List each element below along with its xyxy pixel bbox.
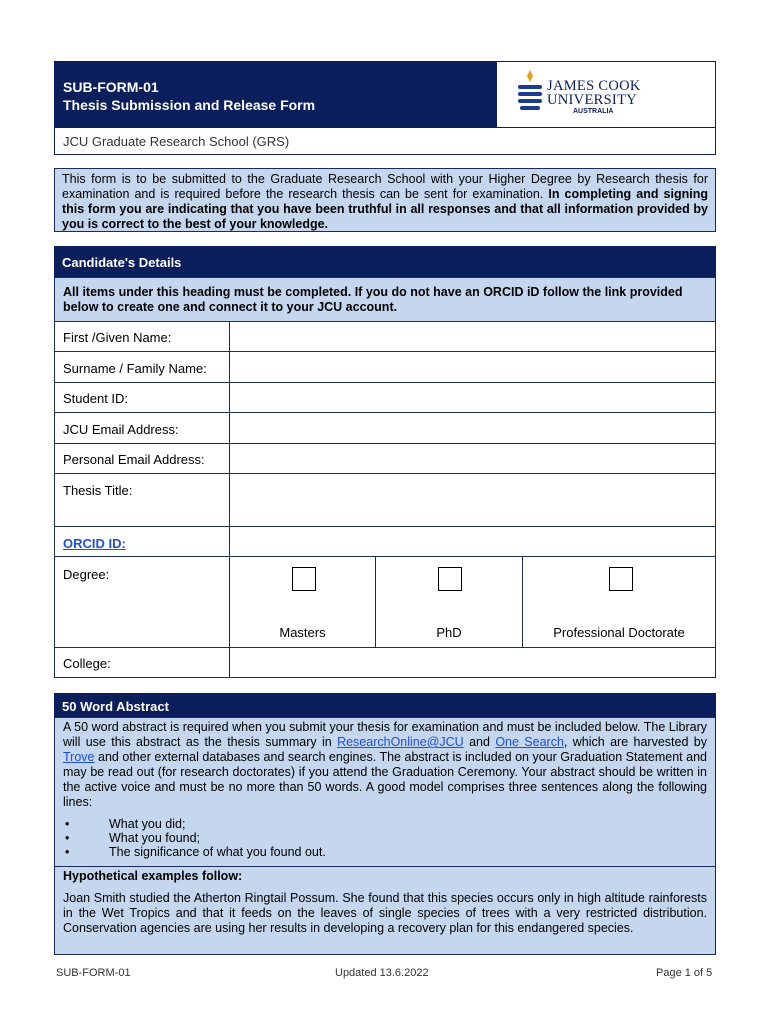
example-text: Joan Smith studied the Atherton Ringtail Possum. She found that this species occurs only in high altitude rainforests in the Wet Tropics and that it feeds on the leaves of single species of trees with a very restricted distribution. Conservation agencies are using her results in developing a recovery plan for this endangered species.	[63, 891, 707, 935]
jcu-email-field[interactable]	[229, 412, 716, 444]
abstract-text-c: and other external databases and search engines. The abstract is included on your Graduation Statement and may be read out (for research doctorates) if you attend the Graduation Ceremony. Your abstract should be written in the active voice and must be no more than 50 words. A good model comprises three sentences along the following lines:	[63, 750, 707, 809]
logo-line3: AUSTRALIA	[573, 108, 614, 115]
footer-right: Page 1 of 5	[656, 967, 713, 979]
abstract-heading: 50 Word Abstract	[62, 699, 169, 714]
student-id-label: Student ID:	[63, 391, 129, 406]
bullet-icon: •	[65, 817, 70, 831]
candidate-heading: Candidate's Details	[62, 255, 182, 270]
abstract-and: and	[469, 735, 490, 749]
examples-box	[54, 866, 716, 955]
thesis-title-label-cell	[54, 473, 230, 527]
masters-label: Masters	[279, 625, 326, 640]
masters-checkbox[interactable]	[292, 567, 316, 591]
list-item	[63, 831, 707, 845]
bullet-icon: •	[65, 831, 70, 845]
list-item	[63, 845, 707, 859]
candidate-heading-bar	[54, 246, 716, 278]
logo-line1: JAMES COOK	[547, 78, 641, 94]
student-id-label-cell	[54, 382, 230, 413]
first-name-label: First /Given Name:	[63, 330, 172, 345]
degree-option-prof-doc	[522, 556, 716, 648]
college-label: College:	[63, 656, 111, 671]
bullet-icon: •	[65, 845, 70, 859]
abstract-bullet-list	[63, 817, 707, 859]
intro-bold: In completing and signing this form you are indicating that you have been truthful in all responses and that all information provided by you is correct to the best of your knowledge.	[62, 187, 708, 231]
intro-box	[54, 168, 716, 232]
phd-checkbox[interactable]	[438, 567, 462, 591]
abstract-text-a: A 50 word abstract is required when you submit your thesis for examination and must be included below. The Library will use this abstract as the thesis summary in	[63, 720, 707, 749]
abstract-text-b: , which are harvested by	[563, 735, 707, 749]
degree-label-cell	[54, 556, 230, 648]
university-logo-icon	[517, 68, 543, 112]
thesis-title-label: Thesis Title:	[63, 483, 133, 498]
degree-option-phd	[375, 556, 523, 648]
student-id-field[interactable]	[229, 382, 716, 413]
examples-heading: Hypothetical examples follow:	[63, 869, 243, 883]
one-search-link[interactable]: One Search	[495, 735, 564, 749]
orcid-field[interactable]	[229, 526, 716, 557]
form-code: SUB-FORM-01	[63, 79, 159, 95]
jcu-email-label-cell	[54, 412, 230, 444]
college-label-cell	[54, 647, 230, 678]
footer-left: SUB-FORM-01	[56, 967, 131, 979]
footer-center: Updated 13.6.2022	[335, 967, 429, 979]
college-field[interactable]	[229, 647, 716, 678]
trove-link[interactable]: Trove	[63, 750, 95, 764]
intro-text: This form is to be submitted to the Graduate Research School with your Higher Degree by Research thesis for examination and is required before the research thesis can be sent for examination.	[62, 172, 708, 201]
surname-label: Surname / Family Name:	[63, 361, 207, 376]
bullet-text: What you did;	[109, 817, 186, 831]
form-header	[54, 61, 497, 128]
abstract-heading-bar	[54, 693, 716, 718]
orcid-label-cell	[54, 526, 230, 557]
candidate-instruction-box	[54, 277, 716, 322]
abstract-paragraph	[63, 720, 707, 810]
jcu-email-label: JCU Email Address:	[63, 422, 179, 437]
first-name-field[interactable]	[229, 321, 716, 352]
research-online-link[interactable]: ResearchOnline@JCU	[337, 735, 464, 749]
prof-doc-checkbox[interactable]	[609, 567, 633, 591]
thesis-title-field[interactable]	[229, 473, 716, 527]
prof-doc-label: Professional Doctorate	[553, 625, 685, 640]
personal-email-field[interactable]	[229, 443, 716, 474]
abstract-body	[54, 717, 716, 867]
personal-email-label: Personal Email Address:	[63, 452, 205, 467]
orcid-link[interactable]: ORCID ID:	[63, 536, 126, 551]
surname-label-cell	[54, 351, 230, 383]
list-item	[63, 817, 707, 831]
school-name: JCU Graduate Research School (GRS)	[63, 134, 290, 149]
bullet-text: The significance of what you found out.	[109, 845, 326, 859]
phd-label: PhD	[436, 625, 462, 640]
surname-field[interactable]	[229, 351, 716, 383]
degree-label: Degree:	[63, 567, 110, 582]
candidate-instruction: All items under this heading must be completed. If you do not have an ORCID iD follow the link provided below to create one and connect it to your JCU account.	[63, 285, 683, 314]
degree-option-masters	[229, 556, 376, 648]
personal-email-label-cell	[54, 443, 230, 474]
logo-line2: UNIVERSITY	[547, 92, 637, 108]
form-title: Thesis Submission and Release Form	[63, 97, 316, 113]
logo-box	[496, 61, 716, 128]
first-name-label-cell	[54, 321, 230, 352]
school-row	[54, 127, 716, 155]
bullet-text: What you found;	[109, 831, 201, 845]
